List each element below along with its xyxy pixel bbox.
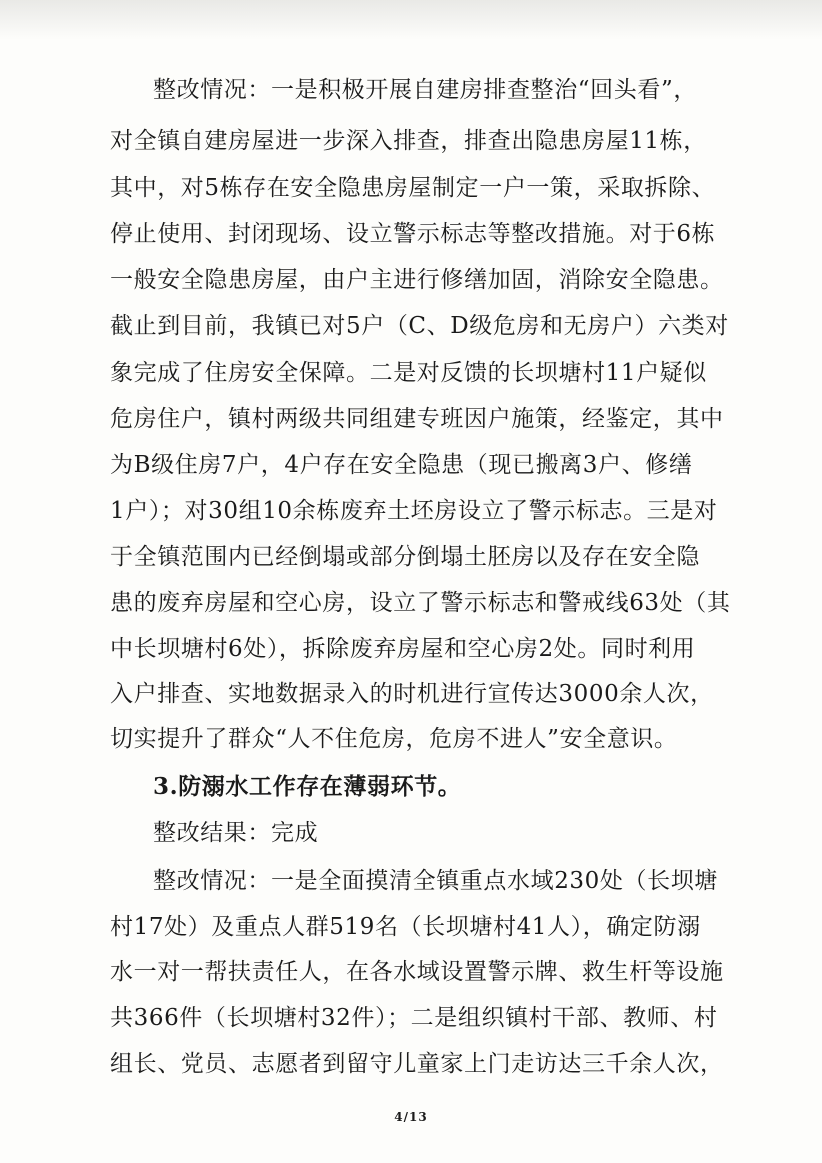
result-line: 整改结果：完成 (153, 820, 319, 846)
text-line: 一般安全隐患房屋，由户主进行修缮加固，消除安全隐患。 (110, 267, 724, 293)
text-line: 其中，对5栋存在安全隐患房屋制定一户一策，采取拆除、 (110, 175, 716, 201)
text-line: 共366件（长坝塘村32件）；二是组织镇村干部、教师、村 (110, 1005, 718, 1031)
text-line: 水一对一帮扶责任人，在各水域设置警示牌、救生杆等设施 (110, 959, 724, 985)
text-line: 切实提升了群众“人不住危房，危房不进人”安全意识。 (110, 726, 678, 752)
text-line: 象完成了住房安全保障。二是对反馈的长坝塘村11户疑似 (110, 360, 707, 386)
text-line: 于全镇范围内已经倒塌或部分倒塌土胚房以及存在安全隐 (110, 544, 700, 570)
text-line: 危房住户，镇村两级共同组建专班因户施策，经鉴定，其中 (110, 406, 724, 432)
text-line: 1户）；对30组10余栋废弃土坯房设立了警示标志。三是对 (110, 498, 718, 524)
text-line: 为B级住房7户，4户存在安全隐患（现已搬离3户、修缮 (110, 452, 693, 478)
text-line: 整改情况：一是全面摸清全镇重点水域230处（长坝塘 (153, 868, 718, 894)
text-line: 整改情况：一是积极开展自建房排查整治“回头看”， (153, 77, 697, 103)
text-line: 截止到目前，我镇已对5户（C、D级危房和无房户）六类对 (110, 313, 729, 339)
section-heading: 3.防溺水工作存在薄弱环节。 (153, 773, 462, 800)
text-line: 组长、党员、志愿者到留守儿童家上门走访达三千余人次， (110, 1051, 724, 1077)
scan-edge-shadow (0, 0, 822, 40)
text-line: 入户排查、实地数据录入的时机进行宣传达3000余人次， (110, 681, 714, 707)
text-line: 对全镇自建房屋进一步深入排查，排查出隐患房屋11栋， (110, 128, 707, 154)
page-number: 4/13 (394, 1110, 428, 1124)
text-line: 村17处）及重点人群519名（长坝塘村41人），确定防溺 (110, 914, 701, 940)
text-line: 停止使用、封闭现场、设立警示标志等整改措施。对于6栋 (110, 221, 716, 247)
text-line: 中长坝塘村6处），拆除废弃房屋和空心房2处。同时利用 (110, 636, 696, 662)
text-line: 患的废弃房屋和空心房，设立了警示标志和警戒线63处（其 (110, 590, 731, 616)
